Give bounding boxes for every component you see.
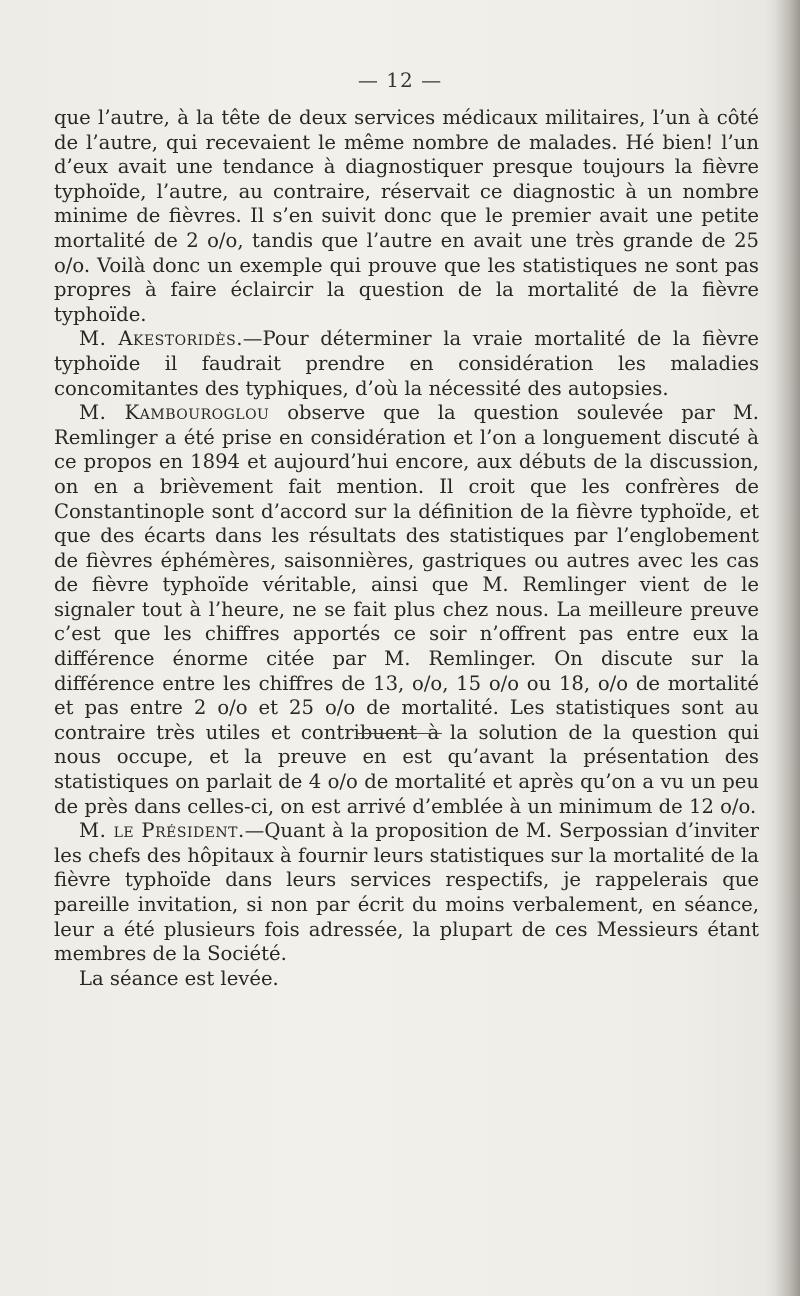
paragraph-text: observe que la question soulevée par M. Remlinger a été prise en considération et l’on a longuement discuté à ce propos en 1894 et aujourd’hui encore, aux débuts de la discussion, on en a brièvement fait mention. Il croit que les confrères de Constantinople sont d’accord sur la définition de la fièvre typhoïde, et que des écarts dans les résultats des statistiques par l’englobement de fièvres éphémères, saisonnières, gastriques ou autres avec les cas de fièvre typhoïde véritable, ainsi que M. Remlinger vient de le signaler tout à l’heure, ne se fait plus chez nous. La meilleure preuve c’est que les chiffres apportés ce soir n’offrent pas entre eux la différence énorme citée par M. Remlinger. On discute sur la différence entre les chiffres de 13, o/o, 15 o/o ou 18, o/o de mortalité et pas entre 2 o/o et 25 o/o de mortalité. Les statistiques sont au contraire très utiles et contribuent à la solution de la question qui nous occupe, et la preuve en est qu’avant la présentation des statistiques on parlait de 4 o/o de mortalité et après qu’on a vu un peu de près dans celles-ci, on est arrivé d’emblée à un minimum de 12 o/o. [54, 401, 759, 818]
paragraph-text: que l’autre, à la tête de deux services médicaux militaires, l’un à côté de l’autre, qui recevaient le même nombre de malades. Hé bien! l’un d’eux avait une tendance à diagnostiquer presque toujours la fièvre typhoïde, l’autre, au contraire, réservait ce diagnostic à un nombre minime de fièvres. Il s’en suivit donc que le premier avait une petite mortalité de 2 o/o, tandis que l’autre en avait une très grande de 25 o/o. Voilà donc un exemple qui prouve que les statistiques ne sont pas propres à faire éclaircir la question de la mortalité de la fièvre typhoïde. [54, 106, 759, 326]
body-text [54, 106, 759, 991]
paragraph-kambouroglou [54, 401, 759, 819]
paragraph-text: —Quant à la proposition de M. Serpossian d’inviter les chefs des hôpitaux à fournir leurs statistiques sur la mortalité de la fièvre typhoïde dans leurs services respectifs, je rappelerais que pareille invitation, si non par écrit du moins verbalement, en séance, leur a été plusieurs fois adressée, la plupart de ces Messieurs étant membres de la Société. [54, 819, 759, 966]
paragraph-closing [54, 967, 759, 992]
paragraph-akestorides [54, 327, 759, 401]
paragraph-president [54, 819, 759, 967]
page-number: — 12 — [357, 68, 443, 92]
speaker-name: M. Kambouroglou [79, 401, 270, 425]
paragraph-text: La séance est levée. [79, 966, 279, 990]
paragraph-text: —Pour déterminer la vraie mortalité de la fièvre typhoïde il faudrait prendre en considération les maladies concomitantes des typhiques, d’où la nécessité des autopsies. [54, 327, 759, 400]
paragraph-continuation [54, 106, 759, 327]
page-edge-shadow [766, 0, 800, 1296]
speaker-name: M. Akestoridès. [79, 327, 243, 351]
speaker-name: M. le Président. [79, 819, 245, 843]
section-divider [358, 733, 442, 734]
